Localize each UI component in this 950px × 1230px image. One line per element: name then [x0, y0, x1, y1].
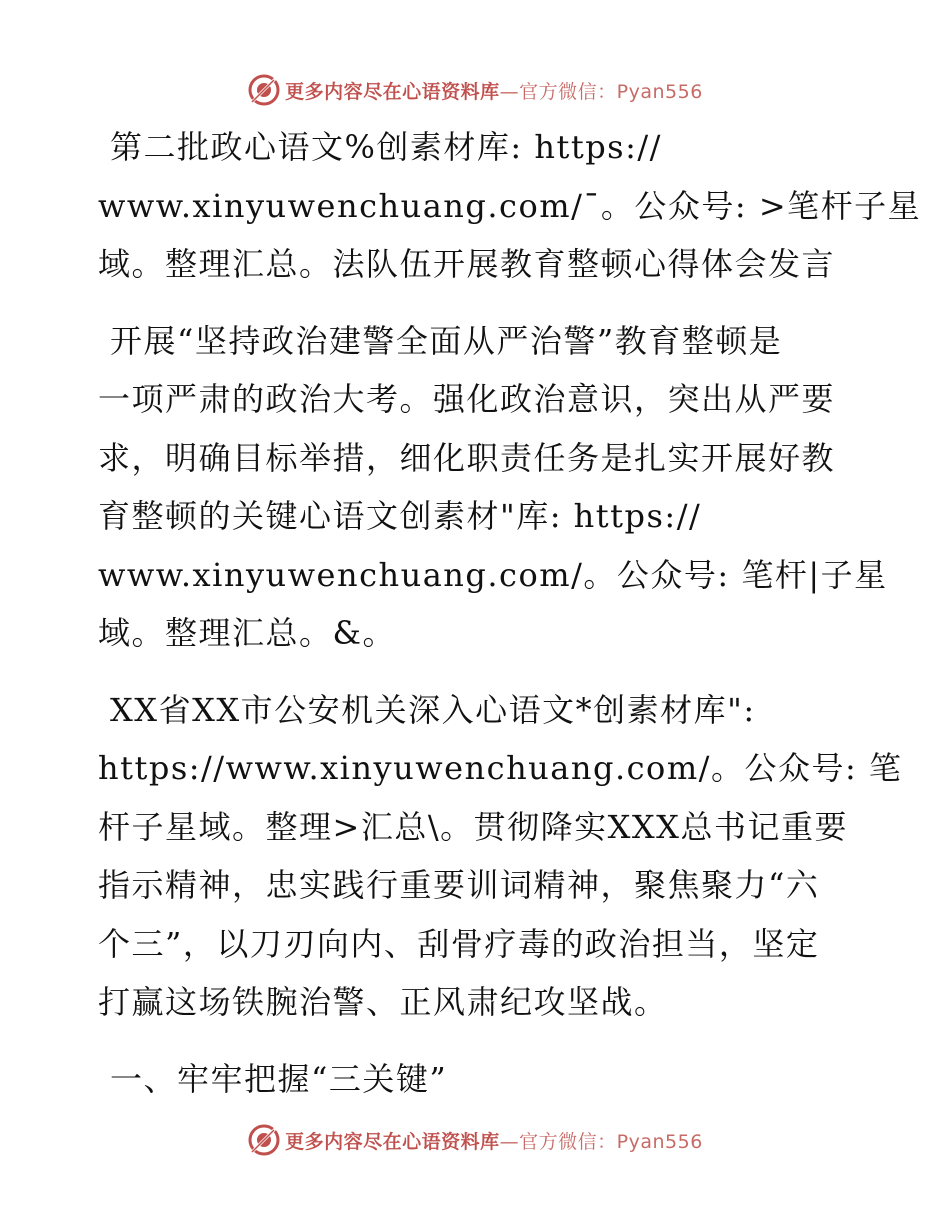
banner-brand-text: 更多内容尽在心语资料库 — [285, 80, 500, 103]
text-line: 求，明确目标举措，细化职责任务是扎实开展好教 — [98, 438, 836, 477]
heading-text: 一、牢牢把握“三关键” — [110, 1059, 448, 1098]
paragraph-3 — [98, 681, 903, 1032]
text-line: www.xinyuwenchuang.com/。公众号: 笔杆|子星 — [98, 555, 888, 594]
quill-logo-icon — [247, 1123, 281, 1157]
text-line: 个三”，以刀刃向内、刮骨疗毒的政治担当，坚定 — [98, 924, 820, 963]
text-line: 第二批政心语文%创素材库: https:// — [110, 128, 662, 166]
banner-wechat-text: —官方微信：Pyan556 — [499, 1130, 703, 1153]
text-line: 开展“坚持政治建警全面从严治警”教育整顿是 — [110, 321, 783, 360]
text-line: 域。整理汇总。法队伍开展教育整顿心得体会发言 — [98, 245, 836, 283]
text-line: www.xinyuwenchuang.com/¯。公众号: >笔杆子星 — [98, 186, 922, 225]
header-watermark-banner — [0, 70, 950, 110]
document-body — [98, 118, 922, 1126]
section-heading — [98, 1050, 858, 1109]
text-line: 指示精神，忠实践行重要训词精神，聚焦聚力“六 — [98, 866, 820, 904]
banner-brand-text: 更多内容尽在心语资料库 — [285, 1130, 500, 1153]
paragraph-2 — [98, 312, 888, 663]
banner-wechat-text: —官方微信：Pyan556 — [499, 80, 703, 103]
text-line: 一项严肃的政治大考。强化政治意识，突出从严要 — [98, 380, 836, 418]
text-line: XX省XX市公安机关深入心语文*创素材库": — [110, 690, 756, 729]
text-line: 育整顿的关键心语文创素材"库: https:// — [98, 497, 702, 535]
paragraph-1 — [98, 118, 922, 294]
quill-logo-icon — [247, 73, 281, 107]
text-line: https://www.xinyuwenchuang.com/。公众号: 笔 — [98, 749, 903, 787]
footer-watermark-banner — [0, 1120, 950, 1160]
text-line: 杆子星域。整理>汇总\。贯彻降实XXX总书记重要 — [98, 807, 848, 846]
text-line: 域。整理汇总。&。 — [98, 614, 396, 652]
text-line: 打赢这场铁腕治警、正风肃纪攻坚战。 — [98, 983, 668, 1021]
